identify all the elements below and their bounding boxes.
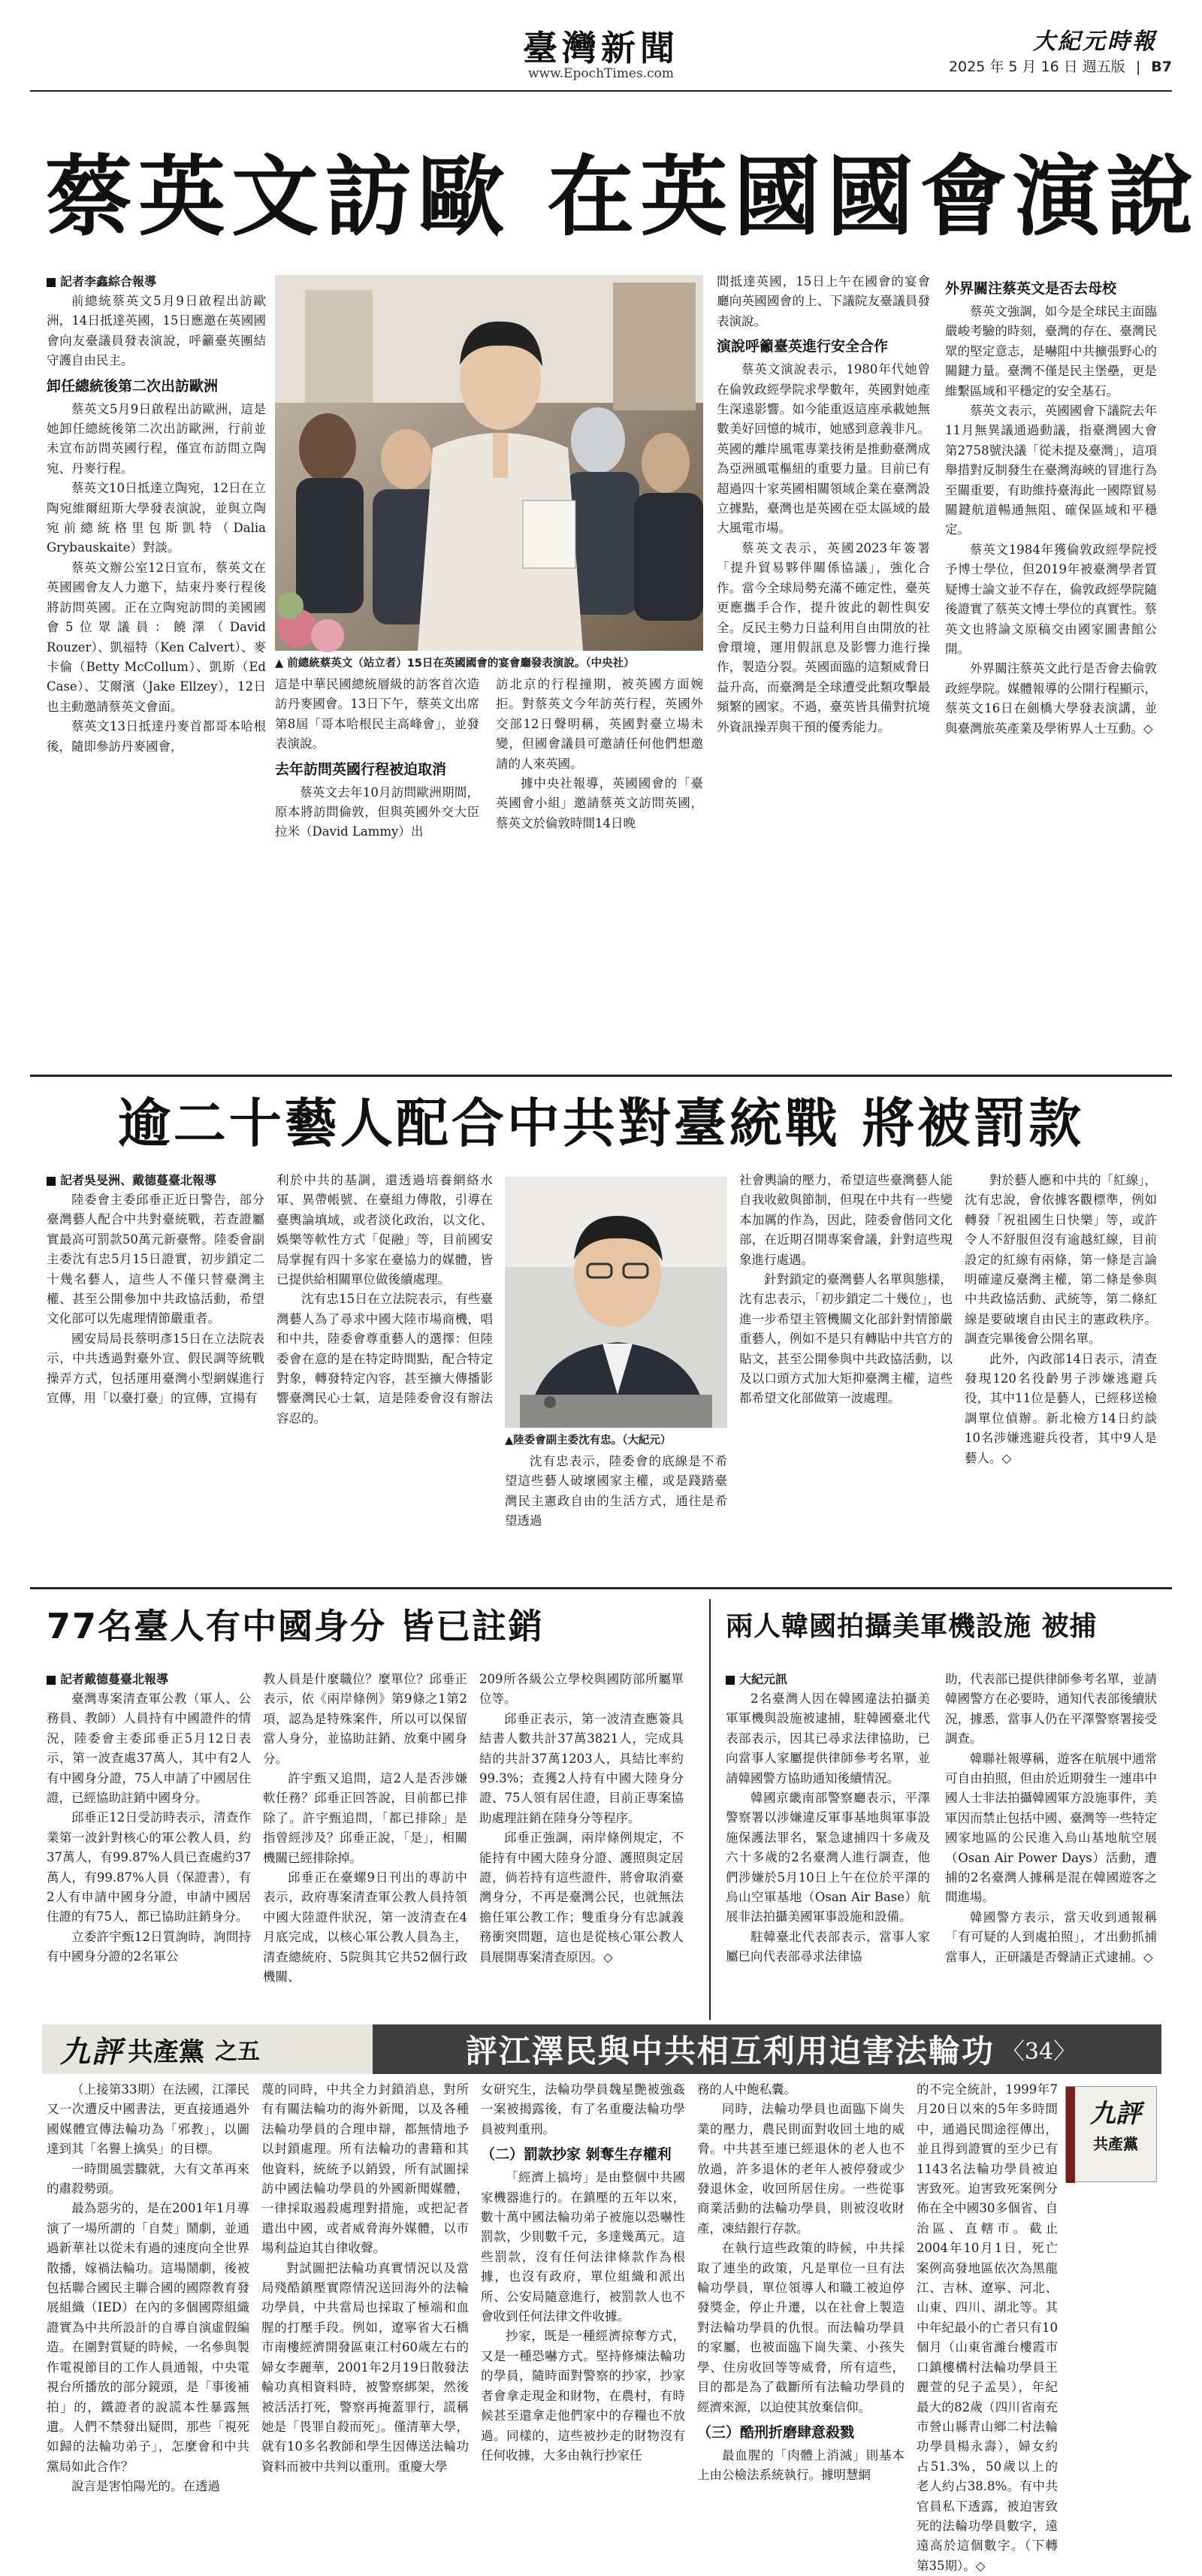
nine-serial: 〈34〉	[1001, 2039, 1077, 2065]
nine-col4-p2: 同時，法輪功學員也面臨下崗失業的壓力，農民則面對收回土地的威脅。中共甚至連已經退休的老人也不放過，許多退休的老年人被停發或少發退休金，收回所居住房。一些從事商業活動的法輪功學員，則被沒收財產，凍結銀行存款。	[697, 2102, 905, 2236]
banner-logo-sub: 共產黨	[128, 2036, 204, 2067]
story1-sub1: 卸任總統後第二次出訪歐洲	[47, 377, 219, 395]
story1-col2b: 蔡英文去年10月訪問歐洲期間，原本將訪問倫敦，但與英國外交大臣拉米（David Lammy）出	[275, 785, 479, 839]
story2-col2	[276, 1171, 493, 1583]
story3-col3-p1: 209所各級公立學校與國防部所屬單位等。	[479, 1672, 684, 1707]
nine-col3-p2: 「經濟上搞垮」是由整個中共國家機器進行的。在鎮壓的五年以來，數十萬中國法輪功弟子被施以恐嚇性罰款，少則數千元，多達幾萬元。這些罰款，沒有任何法律條款作為根據，也沒有政府，單位組織和派出所、公安局隨意進行，被罰款人也不會收到任何法律文件收據。	[481, 2170, 685, 2324]
story4-headline: 兩人韓國拍攝美軍機設施 被捕	[726, 1611, 1098, 1642]
story2-byline: 記者吳旻洲、戴德蔓臺北報導	[47, 1171, 264, 1190]
story1-sub3: 演說呼籲臺英進行安全合作	[717, 338, 889, 355]
story1-photo	[275, 275, 703, 651]
nine-col3-p3: 抄家，既是一種經濟掠奪方式，又是一種恐嚇方式。堅持修煉法輪功的學員，隨時面對警察的抄家，抄家者會拿走現金和財物，在農村，有時候甚至還拿走他們家中的存糧也不放過。同樣的，這些被抄走的財物沒有任何收據，大多由執行抄家任	[481, 2329, 685, 2463]
nine-col1-p4: 說言是害怕陽光的。在透過	[71, 2479, 220, 2494]
story3-headline: 77名臺人有中國身分 皆已註銷	[47, 1606, 545, 1646]
story1-col4a: 間抵達英國，15日上午在國會的宴會廳向英國國會的上、下議院友臺議員發表演說。	[717, 274, 930, 328]
nine-col4	[697, 2080, 905, 2483]
nine-col5	[917, 2080, 1058, 2573]
story1-col4c: 蔡英文表示，英國2023年簽署「提升貿易夥伴關係協議」，強化合作。當今全球局勢充滿不確定性，臺英更應攜手合作，提升彼此的韌性與安全。反民主勢力日益利用自由開放的社會環境，運用假訊息及影響力進行操作，製造分裂。英國面臨的這類威脅日益升高，而臺灣是全球遭受此類攻擊最頻繁的國家。不過，臺英皆具備對抗境外資訊操弄與干預的優秀能力。	[717, 540, 930, 734]
story1-col5d: 外界關注蔡英文此行是否會去倫敦政經學院。媒體報導的公開行程顯示，蔡英文16日在劍橋大學發表演講，並與臺灣旅英產業及學術界人士互動。◇	[945, 661, 1157, 736]
nine-col2-p1: 蔑的同時，中共全力封鎖消息，對所有有關法輪功的海外新聞，以及各種法輪功學員的合理申辯，都無情地予以封鎖處理。所有法輪功的書籍和其他資料，統統予以銷毀，所有試圖採訪中國法輪功學員的外國新聞媒體，一律採取遏殺處理對措施，或把記者遣出中國，或者威脅海外媒體，以市場利益迫其自律收聲。	[261, 2082, 469, 2256]
story1-col2a: 這是中華民國總統層級的訪客首次造訪丹麥國會。13日下午，蔡英文出席第8屆「哥本哈根民主高峰會」，並發表演說。	[275, 677, 479, 751]
story2-col2-p2: 沈有忠15日在立法院表示，有些臺灣藝人為了尋求中國大陸市場商機，唱和中共，陸委會尊重藝人的選擇：但陸委會在意的是在特定時間點，配合特定對象，轉發特定內容，甚至擴大傳播影響臺灣民心士氣，這是陸委會沒有辦法容忍的。	[276, 1292, 493, 1426]
story4-col2	[945, 1670, 1157, 2014]
story1-p2: 蔡英文10日抵達立陶宛，12日在立陶宛維爾紐斯大學發表演說，並與立陶宛前總統格里包斯凱特（Dalia Grybauskaite）對談。	[47, 481, 266, 555]
story2-caption: ▲陸委會副主委沈有忠。（大紀元）	[505, 1435, 672, 1447]
story2-col3	[505, 1452, 727, 1583]
story2-headline: 逾二十藝人配合中共對臺統戰 將被罰款	[117, 1092, 1085, 1154]
book-title: 九評	[1090, 2099, 1141, 2129]
story1-col5a: 蔡英文強調，如今是全球民主面臨嚴峻考驗的時刻，臺灣的存在、臺灣民眾的堅定意志，是嚇阻中共擴張野心的關鍵力量。臺灣不僅是民主堡壘，更是維繫區域和平穩定的安全基石。	[945, 304, 1157, 398]
nine-col1-p2: 一時間風雲驟就，大有文革再來的肅殺勢頭。	[47, 2161, 249, 2197]
story2-col3-p1: 沈有忠表示，陸委會的底線是不希望這些藝人破壞國家主權，或是踐踏臺灣民主憲政自由的生活方式，通往是希望透過	[505, 1454, 727, 1528]
story1-col2	[275, 675, 479, 1070]
story3-col3-p3: 邱垂正強調，兩岸條例規定，不能持有中國大陸身分證、護照與定居證，倘若持有這些證件，將會取消臺灣身分，不再是臺灣公民，也就無法擔任軍公教工作；雙重身分有忠誠義務衝突問題，這也是從核心軍公教人員展開專案清查原因。◇	[479, 1831, 684, 1964]
story3-divider	[709, 1599, 711, 2020]
story3-byline: 記者戴德蔓臺北報導	[47, 1670, 251, 1689]
story1-p3: 蔡英文辦公室12日宣布，蔡英文在英國國會友人力邀下，結束丹麥行程後將訪問英國。正在立陶宛訪問的美國國會5位眾議員：饒澤（David Rouzer）、凱福特（Ken Calvert）、麥卡倫（Betty McCollum）、凱斯（Ed Case）、艾爾濱（Jake Ellzey），12日也主動邀請蔡英文會面。	[47, 560, 266, 714]
story2-col5	[965, 1171, 1157, 1583]
story2-photo	[505, 1177, 727, 1428]
story2-col4	[739, 1171, 953, 1583]
story1-byline: 記者李鑫綜合報導	[47, 272, 266, 292]
story4-col2-p1: 助，代表部已提供律師參考名單，並請韓國警方在必要時，通知代表部後續狀況，據悉，當事人仍在平澤警察署接受調查。	[945, 1672, 1157, 1746]
book-subtitle: 共產黨	[1093, 2135, 1138, 2153]
nine-col1-p3: 最為惡劣的，是在2001年1月導演了一場所謂的「自焚」鬧劇，並通過新華社以從未有過的速度向全世界散播，嫁禍法輪功。這場鬧劇，後被包括聯合國民主聯合國的國際教育發展組織（IED）在內的多個國際組織證實為中共所設計的自導自演虛假編造。在圍對質疑的時候，一名參與製作電視節目的工作人員通報，中央電視台所播放的部分鏡頭，是「事後補拍」的，鐵證者的說謊本性暴露無遺。人們不禁發出疑問，那些「視死如歸的法輪功弟子」，怎麼會和中共黨局如此合作？	[47, 2201, 249, 2474]
story1-headline: 蔡英文訪歐 在英國國會演說	[45, 146, 1200, 248]
story4-col1-p1: 2名臺灣人因在韓國違法拍攝美軍軍機與設施被逮捕，駐韓國臺北代表部表示，因其已尋求法律協助，已向當事人家屬提供律師參考名單，並請韓國警方協助通知後續情況。	[726, 1692, 930, 1785]
story1-p4: 蔡英文13日抵達丹麥首都哥本哈根後，隨即參訪丹麥國會，	[47, 719, 266, 754]
story3-col1	[47, 1670, 251, 2014]
section-title: 臺灣新聞	[523, 28, 679, 68]
date-text: 2025 年 5 月 16 日 週五版	[948, 59, 1125, 75]
story1-col3	[496, 675, 703, 1070]
nine-col4-p3: 在執行這些政策的時候，中共採取了連坐的政策，凡是單位一旦有法輪功學員，單位領導人和職工被迫停發獎金，停止升遷，以在社會上製造對法輪功學員的仇恨。而法輪功學員的家屬，也被面臨下崗失業、小孩失學、住房收回等等威脅，所有這些，目的都是為了截斷所有法輪功學員的經濟來源，以迫使其放棄信仰。	[697, 2241, 905, 2414]
page-number: B7	[1151, 59, 1172, 75]
story2-col1-p1: 陸委會主委邱垂正近日警告，部分臺灣藝人配合中共對臺統戰，若查證屬實最高可罰款50萬元新臺幣。陸委會副主委沈有忠5月15日證實，初步鎖定二十幾名藝人，這些人不僅只替臺灣主權、甚至公開參加中共政協活動，希望文化部可以先處理情節嚴重者。	[47, 1193, 264, 1326]
story1-caption: ▲ 前總統蔡英文（站立者）15日在英國國會的宴會廳發表演說。（中央社）	[275, 658, 635, 670]
story1-bottom-rule	[30, 1075, 1172, 1077]
story4-col1	[726, 1670, 930, 2014]
story1-col3a: 訪北京的行程撞期，被英國方面婉拒。對蔡英文今年訪英行程，英國外交部12日聲明稱，英國對臺立場未變，但國會議員可邀請任何他們想邀請的人來英國。	[496, 677, 703, 771]
story1-col5	[945, 278, 1157, 1070]
nine-book-cover	[1065, 2086, 1157, 2182]
story3-col2-p2: 許宇甄又追問，這2人是否涉嫌軟任務？邱垂正回答說，目前都已排除了。許宇甄追問，「都已排除」是指曾經涉及？邱垂正說，「是」，相關機關已經排除掉。	[263, 1771, 467, 1865]
story1-intro: 前總統蔡英文5月9日啟程出訪歐洲，14日抵達英國，15日應邀在英國國會向友臺議員發表演說，呼籲臺英團結守護自由民主。	[47, 294, 266, 368]
tsai-speech-photo	[275, 275, 703, 651]
story3-col2	[263, 1670, 467, 2014]
story2-col1-p2: 國安局局長蔡明彥15日在立法院表示，中共透過對臺外宣、假民調等統戰操弄方式，包括運用臺灣小型網媒進行宣傳，用「以臺打臺」的宣傳，宣揚有	[47, 1331, 264, 1406]
story3-col1-p1: 臺灣專案清查軍公教（軍人、公務員、教師）人員持有中國證件的情況，陸委會主委邱垂正5月12日表示，第一波查處37萬人，其中有2人有中國身分證，75人申請了中國居住證，已經協助註銷中國身分。	[47, 1692, 251, 1806]
story2-col5-p2: 此外，內政部14日表示，清查發現120名役齡男子涉嫌逃避兵役，其中11位是藝人，已經移送檢調單位偵辦。新北檢方14日約談10名涉嫌逃避兵役者，其中9人是藝人。◇	[965, 1351, 1157, 1465]
story1-p1: 蔡英文5月9日啟程出訪歐洲，這是她卸任總統後第二次出訪歐洲，行前並未宣布訪問英國行程，僅宣布訪問立陶宛、丹麥行程。	[47, 401, 266, 476]
story4-col1-p3: 駐韓臺北代表部表示，當事人家屬已向代表部尋求法律協	[726, 1929, 930, 1964]
story4-byline: 大紀元訊	[726, 1670, 930, 1689]
masthead	[0, 0, 1202, 135]
nine-col2-p2: 對試圖把法輪功真實情況以及當局殘酷鎮壓實際情況送回海外的法輪功學員，中共當局也採取了極端和血腥的打壓手段。例如，遼寧省大石橋市南樓經濟開發區東江村60歲左右的婦女李麗華，2001年2月19日散發法輪功真相資料時，被警察綁架，然後被活活打死，警察再掩蓋罪行，謊稱她是「畏罪自殺而死」。僅清華大學，就有10多名教師和學生因傳送法輪功資料而被中共判以重刑。重慶大學	[261, 2260, 469, 2474]
story2-col4-p1: 社會輿論的壓力，希望這些臺灣藝人能自我收斂與節制，但現在中共有一些變本加厲的作為，因此，陸委會偕同文化部，在近期召開專案會議，針對這些現象進行處遇。	[739, 1173, 953, 1267]
banner-logo: 九評	[60, 2033, 123, 2070]
story1-col5b: 蔡英文表示，英國國會下議院去年11月無異議通過動議，指臺灣國大會第2758號決議「從未提及臺灣」，這項舉措對反制發生在臺灣海峽的冒進行為至關重要，有助維持臺海此一國際貿易關鍵航道暢通無阻、確保區域和平穩定。	[945, 404, 1157, 537]
nine-headline	[388, 2024, 1154, 2074]
story2-col1	[47, 1171, 264, 1583]
nine-col2	[261, 2080, 469, 2474]
story3-col3-p2: 邱垂正表示，第一波清查應簽具結書人數共計37萬3821人，完成具結的共計37萬1203人，具結比率約99.3%；查獲2人持有中國大陸身分證、75人領有居住證，目前正專案協助處理註銷在陸身分等程序。	[479, 1711, 684, 1825]
banner-suffix: 之五	[215, 2039, 260, 2065]
nine-headline-text: 評江澤民與中共相互利用迫害法輪功	[465, 2033, 995, 2070]
story2-col2-p1: 利於中共的基調，還透過培養網絡水軍、異帶帳號、在臺組力傳散，引導在臺輿論填域，或者淡化政治，以文化、娛樂等軟性方式「促融」等，目前國安局掌握有四十多家在臺協力的媒體，皆已提供給相關單位做後續處理。	[276, 1173, 493, 1287]
shen-portrait-photo	[505, 1177, 727, 1428]
nine-sub1: （二）罰款抄家 剝奪生存權利	[481, 2146, 672, 2163]
story4-col1-p2: 韓國京畿南部警察廳表示，平澤警察署以涉嫌違反軍事基地與軍事設施保護法罪名，緊急逮捕四十多歲及六十多歲的2名臺灣人進行調查，他們涉嫌於5月10日上午在位於平澤的烏山空軍基地（Osan Air Base）航展非法拍攝美國軍事設施和設備。	[726, 1791, 930, 1924]
story1-sub4: 外界關注蔡英文是否去母校	[945, 280, 1117, 297]
story2-col4-p2: 針對鎖定的臺灣藝人名單與態樣，沈有忠表示，「初步鎖定二十幾位」，也進一步希望主管機關文化部針對情節嚴重藝人，例如不是只有轉貼中共官方的貼文，甚至公開參與中共政協活動，以及以口頭方式加大矩抑臺灣主權，這些都希望文化部做第一波處理。	[739, 1272, 953, 1406]
story1-col4	[717, 272, 930, 1070]
story2-bottom-rule	[30, 1587, 1172, 1589]
story1-col5c: 蔡英文1984年獲倫敦政經學院授予博士學位，但2019年被臺灣學者質疑博士論文並不存在，倫敦政經學院隨後證實了蔡英文博士學位的真實性。蔡英文也將論文原稿交由國家圖書館公開。	[945, 542, 1157, 656]
issue-date: 2025 年 5 月 16 日 週五版 | B7	[948, 59, 1172, 75]
story3-col1-p2: 邱垂正12日受訪時表示，清查作業第一波針對核心的軍公教人員，約37萬人，有99.87%人員已查處約37萬人，有99.87%人員（保證書），有2人有申請中國身分證，申請中國居住證的有75人，都已協助註銷身分。	[47, 1810, 251, 1924]
story3-col2-p1: 教人員是什麼職位？麼單位？邱垂正表示，依《兩岸條例》第9條之1第2項，認為是特殊案件，所以可以保留當人身分，並協助註銷、放棄中國身分。	[263, 1672, 467, 1766]
nine-col4-p4: 最血腥的「肉體上消滅」則基本上由公檢法系統執行。據明慧網	[697, 2448, 905, 2483]
nine-col1-p1: （上接第33期）在法國，江澤民又一次遭反中國書法，更直接通過外國媒體宣傳法輪功為「邪教」，以圖達到其「名譽上擒吳」的目標。	[47, 2082, 249, 2157]
nine-banner-left	[42, 2024, 373, 2074]
story1-sub2: 去年訪問英國行程被迫取消	[275, 760, 447, 778]
paper-logo: 大紀元時報	[1033, 29, 1157, 55]
story1-col1	[47, 272, 266, 1070]
nine-col4-p1: 務的人中飽私囊。	[697, 2082, 796, 2097]
nine-col3-p1: 女研究生，法輪功學員魏星艷被強姦一案被揭露後，有了名重慶法輪功學員被判重刑。	[481, 2082, 685, 2136]
story4-col2-p2: 韓聯社報導稱，遊客在航展中通常可自由拍照，但由於近期發生一連串中國人士非法拍攝韓國軍方設施事件，美軍因而禁止包括中國、臺灣等一些特定國家地區的公民進入烏山基地航空展（Osan Air Power Days）活動，遭捕的2名臺灣人據稱是混在韓國遊客之間進場。	[945, 1751, 1157, 1905]
story1-col3b: 據中央社報導，英國國會的「臺英國會小組」邀請蔡英文訪問英國，蔡英文於倫敦時間14日晚	[496, 776, 703, 830]
book-spine	[1066, 2087, 1075, 2183]
nine-sub2: （三）酷刑折磨肆意殺戮	[697, 2423, 855, 2441]
story4-col2-p3: 韓國警方表示，當天收到通報稱「有可疑的人到處拍照」，才出動抓捕當事人，正研議是否聲請正式逮捕。◇	[945, 1909, 1157, 1964]
site-url[interactable]: www.EpochTimes.com	[528, 66, 674, 81]
story2-col5-p1: 對於藝人應和中共的「紅線」，沈有忠說，會依據客觀標準，例如轉發「祝祖國生日快樂」等，或許令人不舒服但沒有逾越紅線，目前設定的紅線有兩條，第一條是言論明確違反臺灣主權，第二條是參與中共政協活動、武統等，第二條紅線是要破壞自由民主的憲政秩序。調查完畢後會公開名單。	[965, 1173, 1157, 1347]
story3-col2-p3: 邱垂正在臺螺9日刊出的專訪中表示，政府專案清查軍公教人員持領中國大陸證件狀況，第一波清查在4月底完成，以核心軍公教人員為主，清查總統府、5院與其它共52個行政機關、	[263, 1870, 467, 1985]
nine-col5-p1: 的不完全統計，1999年7月20日以來的5年多時間中，通過民間途徑傳出，並且得到證實的至少已有1143名法輪功學員被迫害致死。迫害致死案例分佈在全中國30多個省、自治區、直轄市。截止2004年10月1日，死亡案例高發地區依次為黑龍江、吉林、遼寧、河北、山東、四川、湖北等。其中年紀最小的亡者只有10個月（山東省濰台樓霞市口鎮樓構村法輪功學員王麗萱的兒子孟昊），年紀最大的82歲（四川省南充市營山縣青山鄉二村法輪功學員楊永壽），婦女約占51.3%，50歲以上的老人約占38.8%。有中共官員私下透露，被迫害致死的法輪功學員數字，遠遠高於這個數字。（下轉第35期）。◇	[917, 2082, 1058, 2573]
masthead-rule	[30, 90, 1172, 92]
nine-banner	[42, 2024, 1161, 2074]
story3-col3	[479, 1670, 684, 2014]
story1-col4b: 蔡英文演說表示，1980年代她曾在倫敦政經學院求學數年，英國對她產生深遠影響。如今能重返這座承載她無數美好回憶的城市，她感到意義非凡。英國的離岸風電專業技術是推動臺灣成為亞洲風電樞紐的重要力量。目前已有超過四十家英國相關領域企業在臺灣設立據點，臺灣也是英國在亞太區域的最大風電市場。	[717, 362, 930, 536]
story3-col1-p3: 立委許宇甄12日質詢時，詢問持有中國身分證的2名軍公	[47, 1929, 251, 1964]
nine-col1	[47, 2080, 249, 2494]
nine-col3	[481, 2080, 685, 2463]
